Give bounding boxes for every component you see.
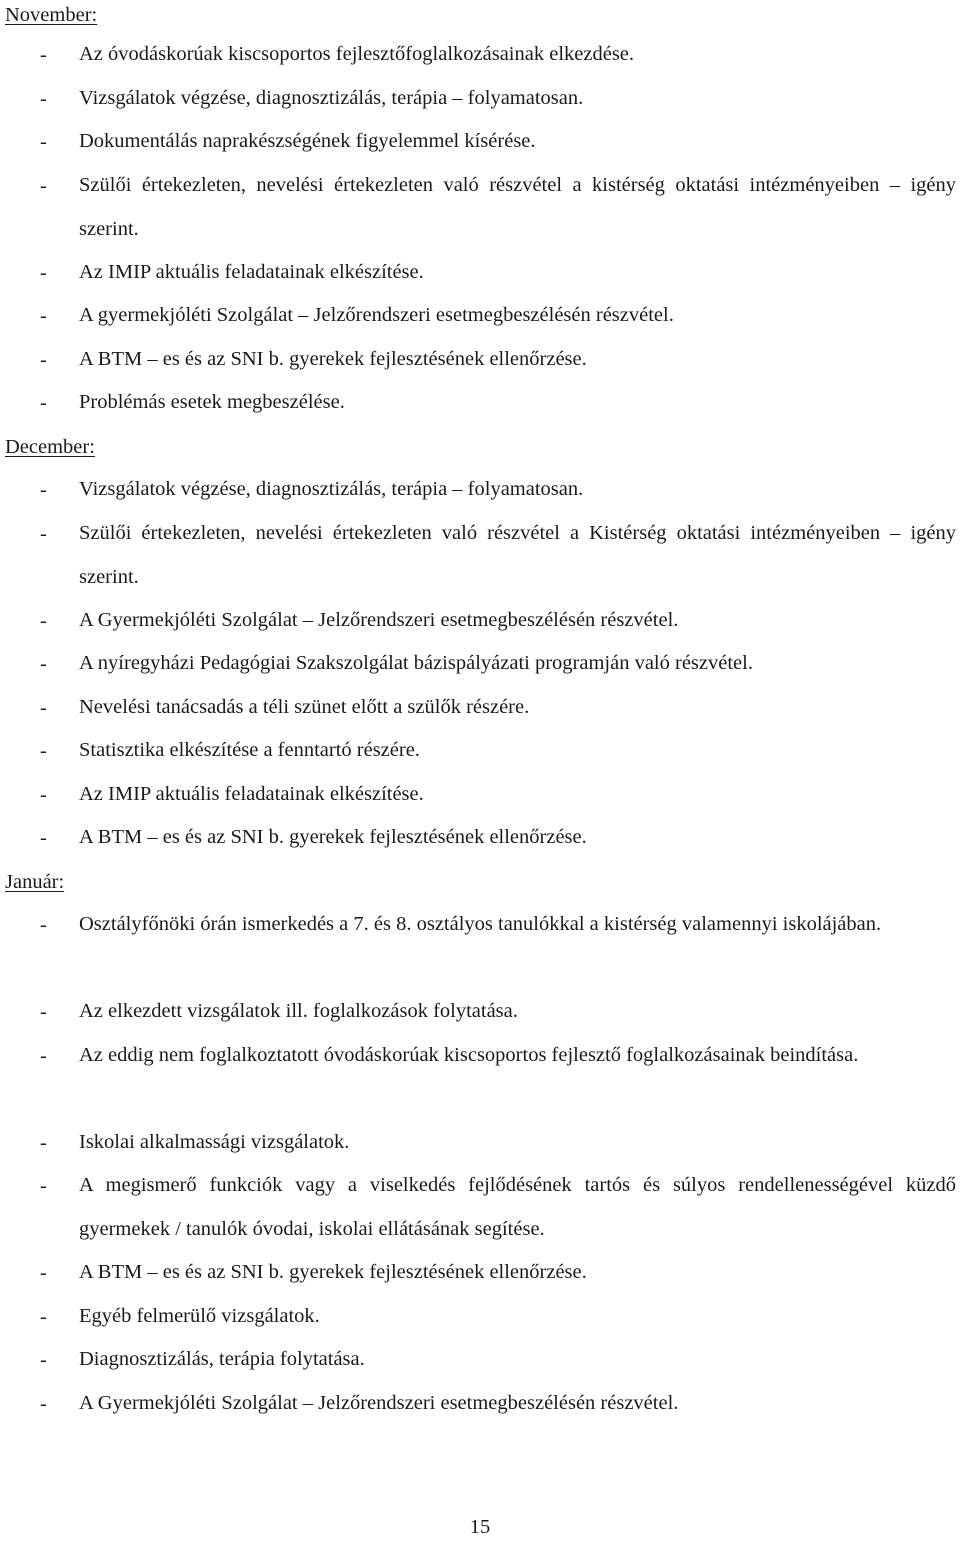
list-bullet: - xyxy=(40,697,47,719)
list-item-text: Szülői értekezleten, nevelési értekezleten való részvétel a kistérség oktatási intézményeiben – igény szerint. xyxy=(79,174,956,240)
list-item-text: A BTM – es és az SNI b. gyerekek fejlesztésének ellenőrzése. xyxy=(79,1261,587,1284)
list-item-text: A BTM – es és az SNI b. gyerekek fejlesztésének ellenőrzése. xyxy=(79,826,587,849)
section-heading-november: November: xyxy=(5,4,98,26)
list-bullet: - xyxy=(40,784,47,806)
list-bullet: - xyxy=(40,479,47,501)
list-item-text: Iskolai alkalmassági vizsgálatok. xyxy=(79,1131,350,1154)
list-item-text: Nevelési tanácsadás a téli szünet előtt a szülők részére. xyxy=(79,696,530,719)
list-bullet: - xyxy=(40,44,47,66)
list-bullet: - xyxy=(40,1001,47,1023)
list-item-text: Dokumentálás naprakészségének figyelemmel kísérése. xyxy=(79,130,536,153)
list-item-text: A megismerő funkciók vagy a viselkedés fejlődésének tartós és súlyos rendellenességével küzdő gyermekek / tanulók óvodai, iskolai ellátásának segítése. xyxy=(79,1174,956,1240)
list-bullet: - xyxy=(40,392,47,414)
list-bullet: - xyxy=(40,1045,47,1067)
list-bullet: - xyxy=(40,1349,47,1371)
list-bullet: - xyxy=(40,349,47,371)
list-item-text: Az óvodáskorúak kiscsoportos fejlesztőfoglalkozásainak elkezdése. xyxy=(79,43,635,66)
list-item-text: Diagnosztizálás, terápia folytatása. xyxy=(79,1348,365,1371)
list-bullet: - xyxy=(40,610,47,632)
section-heading-december: December: xyxy=(5,436,95,458)
list-bullet: - xyxy=(40,131,47,153)
list-bullet: - xyxy=(40,175,47,197)
list-bullet: - xyxy=(40,1306,47,1328)
list-item-text: Vizsgálatok végzése, diagnosztizálás, terápia – folyamatosan. xyxy=(79,478,584,501)
list-bullet: - xyxy=(40,1175,47,1197)
list-item-text: Az IMIP aktuális feladatainak elkészítése. xyxy=(79,261,424,284)
list-bullet: - xyxy=(40,1393,47,1415)
list-bullet: - xyxy=(40,827,47,849)
list-item-text: Az IMIP aktuális feladatainak elkészítése. xyxy=(79,783,424,806)
list-item-text: A BTM – es és az SNI b. gyerekek fejlesztésének ellenőrzése. xyxy=(79,348,587,371)
list-item-text: A gyermekjóléti Szolgálat – Jelzőrendszeri esetmegbeszélésén részvétel. xyxy=(79,304,674,327)
list-item-text: Szülői értekezleten, nevelési értekezleten való részvétel a Kistérség oktatási intézményeiben – igény szerint. xyxy=(79,522,956,588)
section-heading-januar: Január: xyxy=(5,871,65,893)
list-item-text: Az elkezdett vizsgálatok ill. foglalkozások folytatása. xyxy=(79,1000,518,1023)
list-bullet: - xyxy=(40,262,47,284)
list-bullet: - xyxy=(40,1132,47,1154)
list-item-text: Egyéb felmerülő vizsgálatok. xyxy=(79,1305,320,1328)
list-bullet: - xyxy=(40,914,47,936)
list-item-text: A nyíregyházi Pedagógiai Szakszolgálat bázispályázati programján való részvétel. xyxy=(79,652,753,675)
list-item-text: A Gyermekjóléti Szolgálat – Jelzőrendszeri esetmegbeszélésén részvétel. xyxy=(79,609,679,632)
list-item-text: Osztályfőnöki órán ismerkedés a 7. és 8. osztályos tanulókkal a kistérség valamennyi iskolájában. xyxy=(79,913,882,936)
list-bullet: - xyxy=(40,523,47,545)
page-number: 15 xyxy=(469,1516,491,1538)
list-bullet: - xyxy=(40,1262,47,1284)
list-item-text: Az eddig nem foglalkoztatott óvodáskorúak kiscsoportos fejlesztő foglalkozásainak beindítása. xyxy=(79,1044,859,1067)
list-item-text: Problémás esetek megbeszélése. xyxy=(79,391,345,414)
list-bullet: - xyxy=(40,740,47,762)
list-item-text: A Gyermekjóléti Szolgálat – Jelzőrendszeri esetmegbeszélésén részvétel. xyxy=(79,1392,679,1415)
list-item-text: Vizsgálatok végzése, diagnosztizálás, terápia – folyamatosan. xyxy=(79,87,584,110)
list-bullet: - xyxy=(40,88,47,110)
list-bullet: - xyxy=(40,653,47,675)
list-item-text: Statisztika elkészítése a fenntartó részére. xyxy=(79,739,420,762)
list-bullet: - xyxy=(40,305,47,327)
